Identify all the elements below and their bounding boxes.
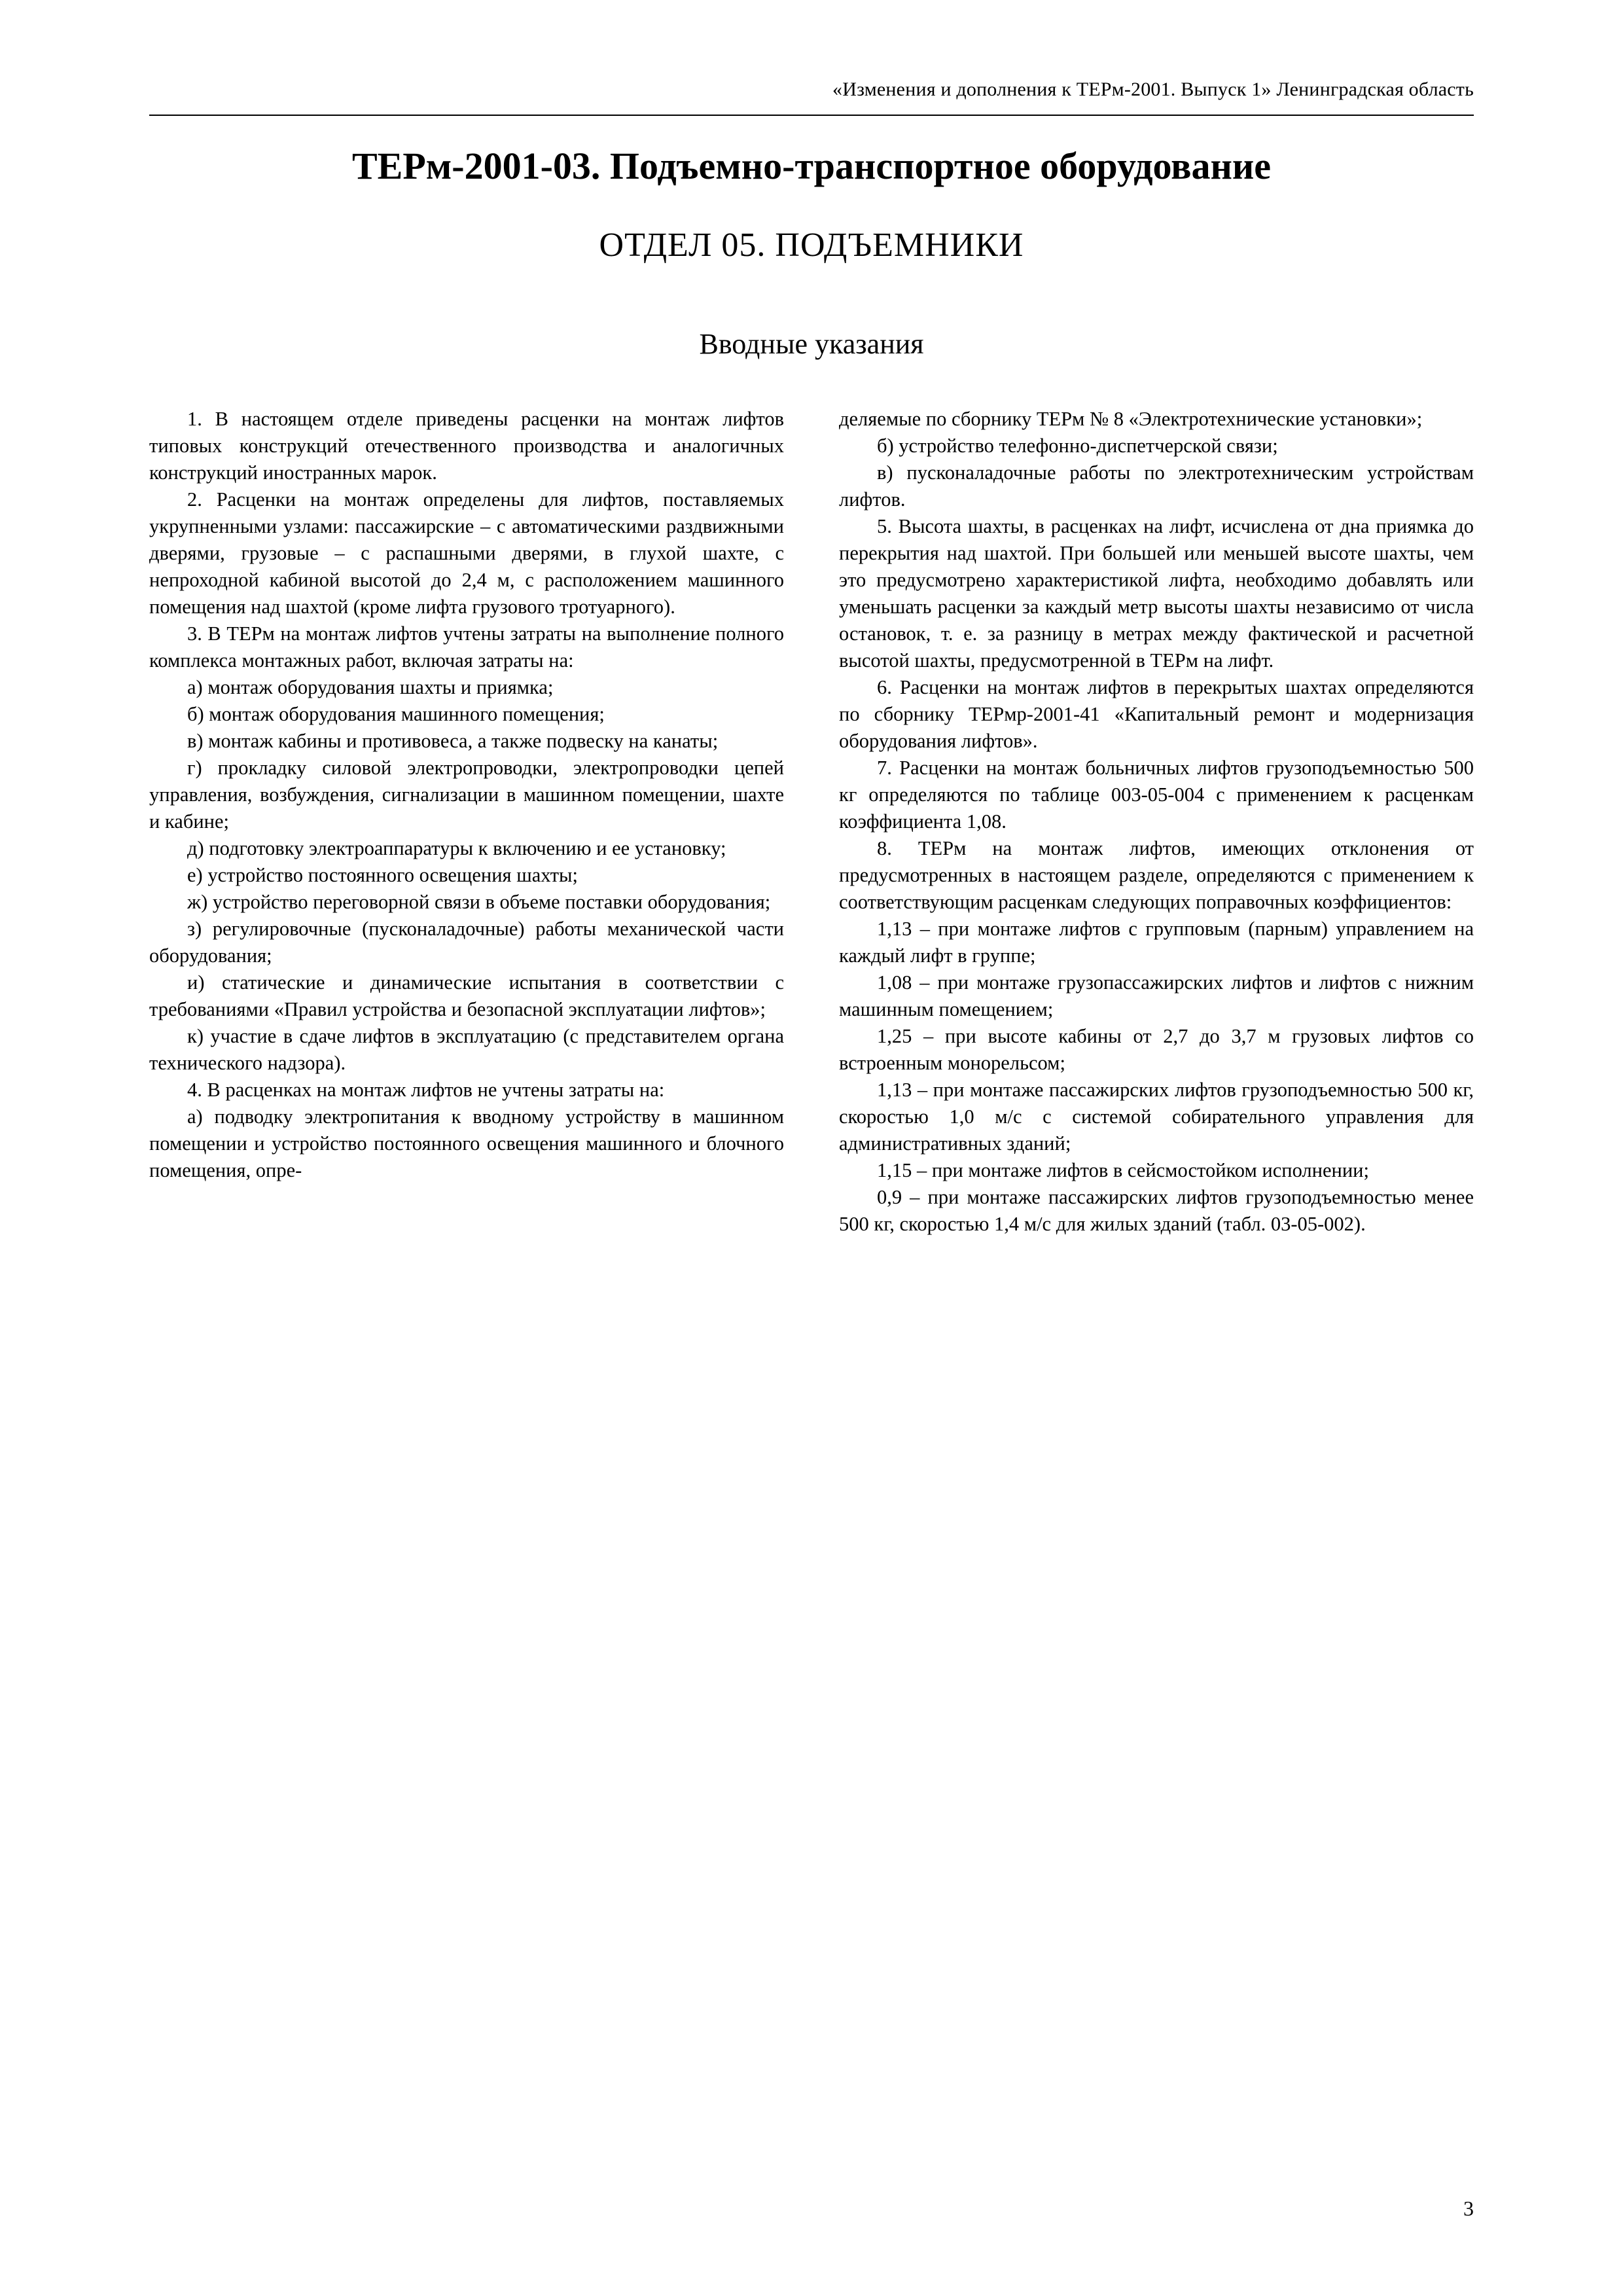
paragraph: и) статические и динамические испытания в соответствии с требованиями «Правил устройства и безопасной эксплуатации лифтов»; (149, 971, 784, 1020)
running-head: «Изменения и дополнения к ТЕРм-2001. Выпуск 1» Ленинградская область (832, 79, 1474, 100)
paragraph: а) подводку электропитания к вводному устройству в машинном помещении и устройство постоянного освещения машинного и блочного помещения, опре- (149, 1105, 784, 1181)
paragraph: 1,08 – при монтаже грузопассажирских лифтов и лифтов с нижним машинным помещением; (839, 971, 1474, 1020)
section-title: ОТДЕЛ 05. ПОДЪЕМНИКИ (599, 226, 1024, 264)
paragraph: з) регулировочные (пусконаладочные) работы механической части оборудования; (149, 918, 784, 967)
header-divider (149, 115, 1474, 116)
paragraph: 1,13 – при монтаже пассажирских лифтов грузоподъемностью 500 кг, скоростью 1,0 м/с с системой собирательного управления для административных зданий; (839, 1079, 1474, 1155)
paragraph: в) монтаж кабины и противовеса, а также подвеску на канаты; (187, 730, 719, 752)
paragraph: 5. Высота шахты, в расценках на лифт, исчислена от дна приямка до перекрытия над шахтой. При большей или меньшей высоте шахты, чем это предусмотрено характеристикой лифта, необходимо добавлять или уменьшать расценки за каждый метр высоты шахты независимо от числа остановок, т. е. за разницу в метрах между фактической и расчетной высотой шахты, предусмотренной в ТЕРм на лифт. (839, 515, 1474, 672)
paragraph: в) пусконаладочные работы по электротехническим устройствам лифтов. (839, 461, 1474, 511)
paragraph: ж) устройство переговорной связи в объеме поставки оборудования; (187, 891, 771, 913)
paragraph: 1,13 – при монтаже лифтов с групповым (парным) управлением на каждый лифт в группе; (839, 918, 1474, 967)
paragraph: 7. Расценки на монтаж больничных лифтов грузоподъемностью 500 кг определяются по таблице 003-05-004 с применением к расценкам коэффициента 1,08. (839, 757, 1474, 833)
paragraph: 4. В расценках на монтаж лифтов не учтены затраты на: (187, 1079, 665, 1101)
paragraph: д) подготовку электроаппаратуры к включению и ее установку; (187, 837, 726, 859)
paragraph: к) участие в сдаче лифтов в эксплуатацию (с представителем органа технического надзора). (149, 1025, 784, 1074)
document-title: ТЕРм-2001-03. Подъемно-транспортное оборудование (351, 145, 1272, 187)
paragraph: 6. Расценки на монтаж лифтов в перекрытых шахтах определяются по сборнику ТЕРмр-2001-41 «Капитальный ремонт и модернизация оборудования лифтов». (839, 676, 1474, 752)
paragraph: 2. Расценки на монтаж определены для лифтов, поставляемых укрупненными узлами: пассажирские – с автоматическими раздвижными дверями, грузовые – с распашными дверями, в глухой шахте, с непроходной кабиной высотой до 2,4 м, с расположением машинного помещения над шахтой (кроме лифта грузового тротуарного). (149, 488, 784, 618)
paragraph: 3. В ТЕРм на монтаж лифтов учтены затраты на выполнение полного комплекса монтажных работ, включая затраты на: (149, 622, 784, 672)
paragraph: г) прокладку силовой электропроводки, электропроводки цепей управления, возбуждения, сигнализации в машинном помещении, шахте и кабине; (149, 757, 784, 833)
page-number: 3 (1463, 2197, 1474, 2220)
paragraph: 1,25 – при высоте кабины от 2,7 до 3,7 м грузовых лифтов со встроенным монорельсом; (839, 1025, 1474, 1074)
subsection-title: Вводные указания (699, 328, 924, 360)
paragraph: 1. В настоящем отделе приведены расценки на монтаж лифтов типовых конструкций отечественного производства и аналогичных конструкций иностранных марок. (149, 408, 784, 484)
body-columns (149, 406, 1474, 1238)
paragraph: а) монтаж оборудования шахты и приямка; (187, 676, 554, 698)
paragraph: б) устройство телефонно-диспетчерской связи; (877, 435, 1278, 457)
paragraph: деляемые по сборнику ТЕРм № 8 «Электротехнические установки»; (839, 408, 1423, 430)
paragraph: б) монтаж оборудования машинного помещения; (187, 703, 605, 725)
paragraph: 1,15 – при монтаже лифтов в сейсмостойком исполнении; (877, 1159, 1369, 1181)
right-column (839, 406, 1474, 1238)
paragraph: 0,9 – при монтаже пассажирских лифтов грузоподъемностью менее 500 кг, скоростью 1,4 м/с для жилых зданий (табл. 03-05-002). (839, 1186, 1474, 1235)
paragraph: е) устройство постоянного освещения шахты; (187, 864, 579, 886)
left-column (149, 406, 784, 1238)
paragraph: 8. ТЕРм на монтаж лифтов, имеющих отклонения от предусмотренных в настоящем разделе, определяются с применением к соответствующим расценкам следующих поправочных коэффициентов: (839, 837, 1474, 913)
